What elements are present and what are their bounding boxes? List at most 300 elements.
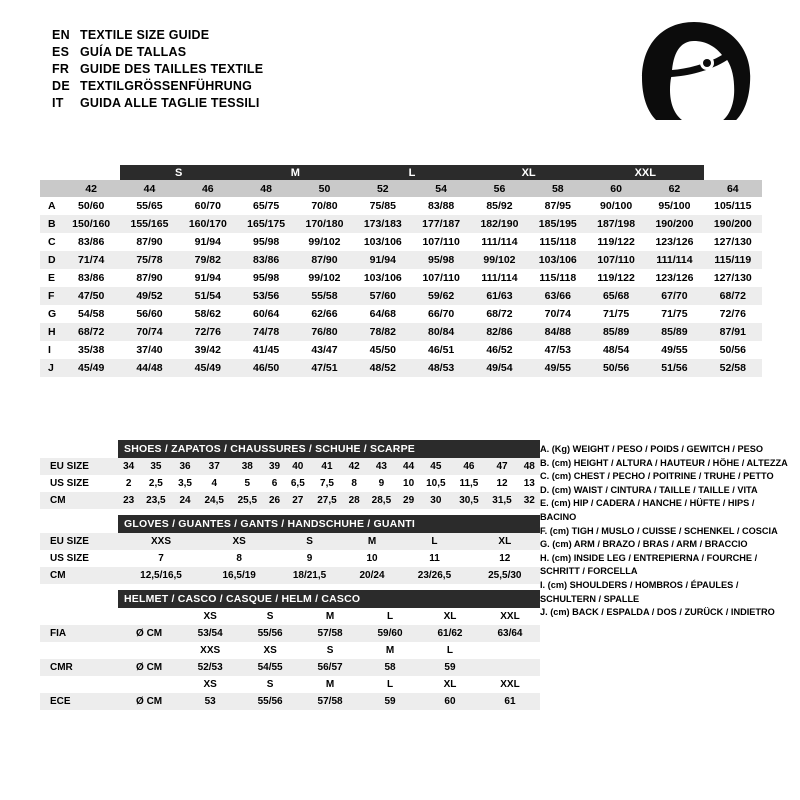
table-cell: 103/106 — [529, 251, 587, 269]
row-label: CM — [40, 567, 118, 584]
table-row — [40, 625, 540, 642]
table-cell: 187/198 — [587, 215, 645, 233]
table-cell: 52/53 — [180, 659, 240, 676]
table-cell: 7,5 — [310, 475, 343, 492]
legend-line: J. (cm) BACK / ESPALDA / DOS / ZURÜCK / INDIETRO — [540, 607, 775, 618]
table-cell: 72/76 — [704, 305, 762, 323]
table-cell: 61 — [480, 693, 540, 710]
table-cell: 79/82 — [179, 251, 237, 269]
title-lang-it: IT — [52, 96, 64, 110]
table-cell: 54/58 — [62, 305, 120, 323]
numeric-size-46: 46 — [179, 180, 237, 197]
row-label-E: E — [40, 269, 62, 287]
header-spacer — [704, 165, 762, 180]
table-cell: 99/102 — [470, 251, 528, 269]
table-cell: 59 — [420, 659, 480, 676]
table-cell: 70/74 — [120, 323, 178, 341]
table-row — [40, 550, 540, 567]
table-cell: 66/70 — [412, 305, 470, 323]
title-text-de: TEXTILGRÖSSENFÜHRUNG — [80, 79, 253, 93]
table-cell: 30 — [419, 492, 452, 509]
table-cell: 83/86 — [237, 251, 295, 269]
row-label-B: B — [40, 215, 62, 233]
legend-line: B. (cm) HEIGHT / ALTURA / HAUTEUR / HÖHE / ALTEZZA — [540, 457, 788, 468]
table-cell: 55/65 — [120, 197, 178, 215]
row-label: CM — [40, 492, 118, 509]
table-cell: 12,5/16,5 — [118, 567, 204, 584]
table-cell: 87/91 — [704, 323, 762, 341]
table-row — [40, 533, 540, 550]
row-label-spacer — [40, 676, 118, 693]
table-cell: 99/102 — [295, 269, 353, 287]
table-cell: 59/62 — [412, 287, 470, 305]
table-row — [40, 659, 540, 676]
table-cell: 115/118 — [529, 233, 587, 251]
table-row — [40, 305, 762, 323]
table-cell: 47 — [485, 458, 518, 475]
table-cell: 72/76 — [179, 323, 237, 341]
table-cell: 5 — [231, 475, 264, 492]
table-cell: 95/98 — [237, 233, 295, 251]
row-label: US SIZE — [40, 475, 118, 492]
numeric-size-52: 52 — [354, 180, 412, 197]
table-cell: 10,5 — [419, 475, 452, 492]
legend-line: D. (cm) WAIST / CINTURA / TAILLE / TAILLE / VITA — [540, 484, 758, 495]
numeric-size-48: 48 — [237, 180, 295, 197]
table-cell: 173/183 — [354, 215, 412, 233]
helmet-header-row — [40, 642, 540, 659]
table-cell: 99/102 — [295, 233, 353, 251]
table-cell: 103/106 — [354, 269, 412, 287]
measurement-legend — [540, 443, 790, 620]
table-cell: 111/114 — [645, 251, 703, 269]
row-label-G: G — [40, 305, 62, 323]
table-cell: 39 — [264, 458, 285, 475]
table-cell: 75/78 — [120, 251, 178, 269]
table-cell-empty — [480, 642, 540, 659]
unit-spacer — [118, 608, 180, 625]
legend-line: E. (cm) HIP / CADERA / HANCHE / HÜFTE / HIPS / BACINO — [540, 498, 755, 522]
table-cell: 85/92 — [470, 197, 528, 215]
letter-size-XXL: XXL — [587, 165, 704, 180]
gloves-title-wrap — [40, 515, 540, 533]
row-label: FIA — [40, 625, 118, 642]
table-cell: 49/55 — [645, 341, 703, 359]
table-cell: 53/56 — [237, 287, 295, 305]
table-row — [40, 359, 762, 377]
table-cell: 47/53 — [529, 341, 587, 359]
table-cell: 83/86 — [62, 269, 120, 287]
helmet-size-XL: XL — [420, 676, 480, 693]
table-cell: 41/45 — [237, 341, 295, 359]
table-cell: 29 — [398, 492, 419, 509]
table-cell: 44/48 — [120, 359, 178, 377]
numeric-size-42: 42 — [62, 180, 120, 197]
table-cell: 107/110 — [587, 251, 645, 269]
helmet-size-XXL: XXL — [480, 676, 540, 693]
table-cell: 95/98 — [412, 251, 470, 269]
numeric-size-54: 54 — [412, 180, 470, 197]
helmet-title: HELMET / CASCO / CASQUE / HELM / CASCO — [118, 590, 540, 608]
table-cell: 52/58 — [704, 359, 762, 377]
numeric-size-62: 62 — [645, 180, 703, 197]
table-row — [40, 693, 540, 710]
table-cell: 127/130 — [704, 233, 762, 251]
table-cell: 30,5 — [452, 492, 485, 509]
letter-size-M: M — [237, 165, 354, 180]
table-cell: 55/58 — [295, 287, 353, 305]
row-label: CMR — [40, 659, 118, 676]
helmet-size-M: M — [300, 608, 360, 625]
table-cell: 12 — [485, 475, 518, 492]
table-cell: 68/72 — [704, 287, 762, 305]
helmet-size-XXL: XXL — [480, 608, 540, 625]
table-cell: 49/54 — [470, 359, 528, 377]
table-cell: 41 — [310, 458, 343, 475]
table-cell: 91/94 — [354, 251, 412, 269]
row-label-spacer — [40, 180, 62, 197]
table-cell: 63/66 — [529, 287, 587, 305]
table-cell: 50/56 — [704, 341, 762, 359]
table-cell: 25,5/30 — [470, 567, 540, 584]
legend-line: SCHRITT / FORCELLA — [540, 566, 638, 577]
table-cell: 46/50 — [237, 359, 295, 377]
main-size-table — [40, 165, 762, 377]
table-cell: 53 — [180, 693, 240, 710]
table-cell: 70/74 — [529, 305, 587, 323]
table-cell: 2,5 — [139, 475, 172, 492]
table-cell: 111/114 — [470, 269, 528, 287]
table-row — [40, 492, 540, 509]
table-cell: 34 — [118, 458, 139, 475]
unit-cell: Ø CM — [118, 659, 180, 676]
table-cell: 71/75 — [645, 305, 703, 323]
table-cell: 57/58 — [300, 625, 360, 642]
row-label-D: D — [40, 251, 62, 269]
table-cell: 57/58 — [300, 693, 360, 710]
table-cell: 23,5 — [139, 492, 172, 509]
legend-line: A. (Kg) WEIGHT / PESO / POIDS / GEWITCH / PESO — [540, 444, 764, 454]
numeric-size-64: 64 — [704, 180, 762, 197]
table-cell: 43/47 — [295, 341, 353, 359]
helmet-size-XS: XS — [180, 676, 240, 693]
helmet-icon — [636, 20, 752, 130]
table-cell: 27,5 — [310, 492, 343, 509]
title-lang-en: EN — [52, 28, 70, 42]
table-cell: 150/160 — [62, 215, 120, 233]
table-cell: 46/52 — [470, 341, 528, 359]
numeric-size-56: 56 — [470, 180, 528, 197]
table-cell: 48/54 — [587, 341, 645, 359]
table-cell: 2 — [118, 475, 139, 492]
table-cell: 65/75 — [237, 197, 295, 215]
table-cell: 170/180 — [295, 215, 353, 233]
row-label: EU SIZE — [40, 458, 118, 475]
title-lang-fr: FR — [52, 62, 70, 76]
helmet-size-XL: XL — [420, 608, 480, 625]
title-row — [52, 96, 263, 113]
title-block — [52, 28, 263, 113]
legend-line: SCHULTERN / SPALLE — [540, 593, 640, 604]
title-row — [52, 62, 263, 79]
table-cell: 95/98 — [237, 269, 295, 287]
unit-cell: Ø CM — [118, 693, 180, 710]
lower-tables — [40, 440, 540, 710]
table-cell: 107/110 — [412, 269, 470, 287]
helmet-size-XS: XS — [180, 608, 240, 625]
table-cell: 56/60 — [120, 305, 178, 323]
table-cell: 27 — [285, 492, 310, 509]
unit-spacer — [118, 676, 180, 693]
table-cell: 43 — [365, 458, 398, 475]
table-cell: S — [274, 533, 344, 550]
legend-line: G. (cm) ARM / BRAZO / BRAS / ARM / BRACCIO — [540, 539, 748, 550]
table-cell: 57/60 — [354, 287, 412, 305]
table-cell: 46/51 — [412, 341, 470, 359]
table-cell: 78/82 — [354, 323, 412, 341]
table-cell: 10 — [345, 550, 400, 567]
table-cell: 37/40 — [120, 341, 178, 359]
table-cell: 55/56 — [240, 625, 300, 642]
legend-line: I. (cm) SHOULDERS / HOMBROS / ÉPAULES / — [540, 579, 739, 590]
table-cell: 8 — [204, 550, 274, 567]
gloves-title: GLOVES / GUANTES / GANTS / HANDSCHUHE / GUANTI — [118, 515, 540, 533]
table-cell: 42 — [344, 458, 365, 475]
table-row — [40, 567, 540, 584]
table-cell: 50/56 — [587, 359, 645, 377]
table-cell: 18/21,5 — [274, 567, 344, 584]
table-cell: 68/72 — [470, 305, 528, 323]
table-cell: 24,5 — [198, 492, 231, 509]
helmet-size-L: L — [420, 642, 480, 659]
table-cell: 103/106 — [354, 233, 412, 251]
row-label-J: J — [40, 359, 62, 377]
table-cell: 84/88 — [529, 323, 587, 341]
table-cell: 60 — [420, 693, 480, 710]
table-cell: 23 — [118, 492, 139, 509]
helmet-size-M: M — [300, 676, 360, 693]
table-row — [40, 458, 540, 475]
table-cell: 127/130 — [704, 269, 762, 287]
header-spacer — [62, 165, 120, 180]
table-cell: 76/80 — [295, 323, 353, 341]
row-label-F: F — [40, 287, 62, 305]
header-spacer — [40, 165, 62, 180]
table-cell: 35/38 — [62, 341, 120, 359]
title-text-es: GUÍA DE TALLAS — [80, 45, 187, 59]
helmet-size-S: S — [240, 608, 300, 625]
table-cell: 87/90 — [295, 251, 353, 269]
letter-size-L: L — [354, 165, 471, 180]
table-cell: 47/51 — [295, 359, 353, 377]
table-cell: 25,5 — [231, 492, 264, 509]
table-cell: 71/75 — [587, 305, 645, 323]
table-cell: 123/126 — [645, 233, 703, 251]
table-cell: 12 — [470, 550, 540, 567]
table-cell: 35 — [139, 458, 172, 475]
helmet-title-wrap — [40, 590, 540, 608]
table-cell: 49/55 — [529, 359, 587, 377]
table-cell: 160/170 — [179, 215, 237, 233]
table-cell: 8 — [344, 475, 365, 492]
helmet-size-S: S — [240, 676, 300, 693]
title-row — [52, 79, 263, 96]
table-row — [40, 233, 762, 251]
row-label: EU SIZE — [40, 533, 118, 550]
row-label: US SIZE — [40, 550, 118, 567]
table-cell: 83/88 — [412, 197, 470, 215]
table-cell: M — [345, 533, 400, 550]
table-cell: 68/72 — [62, 323, 120, 341]
numeric-size-header-row — [40, 180, 762, 197]
table-cell: 60/70 — [179, 197, 237, 215]
table-cell: 87/90 — [120, 269, 178, 287]
unit-cell: Ø CM — [118, 625, 180, 642]
table-cell: 111/114 — [470, 233, 528, 251]
helmet-size-XS: XS — [240, 642, 300, 659]
table-cell: 95/100 — [645, 197, 703, 215]
helmet-header-row — [40, 608, 540, 625]
table-cell: 74/78 — [237, 323, 295, 341]
row-label-C: C — [40, 233, 62, 251]
table-cell: 51/54 — [179, 287, 237, 305]
table-cell: XL — [470, 533, 540, 550]
table-cell: 37 — [198, 458, 231, 475]
row-label-spacer — [40, 608, 118, 625]
helmet-size-XXS: XXS — [180, 642, 240, 659]
table-cell: 190/200 — [645, 215, 703, 233]
table-cell: 190/200 — [704, 215, 762, 233]
table-cell: 119/122 — [587, 233, 645, 251]
table-cell: 115/118 — [529, 269, 587, 287]
table-cell: 61/63 — [470, 287, 528, 305]
table-cell: 67/70 — [645, 287, 703, 305]
letter-size-header-row — [40, 165, 762, 180]
table-cell: 71/74 — [62, 251, 120, 269]
table-row — [40, 251, 762, 269]
table-cell: 90/100 — [587, 197, 645, 215]
table-cell: 44 — [398, 458, 419, 475]
table-cell: 28,5 — [365, 492, 398, 509]
legend-line: F. (cm) TIGH / MUSLO / CUISSE / SCHENKEL / COSCIA — [540, 525, 778, 536]
table-cell: 20/24 — [345, 567, 400, 584]
table-cell: 48 — [519, 458, 540, 475]
table-cell: 105/115 — [704, 197, 762, 215]
table-cell: 45/49 — [62, 359, 120, 377]
table-cell: 53/54 — [180, 625, 240, 642]
table-cell: 82/86 — [470, 323, 528, 341]
table-cell: 59/60 — [360, 625, 420, 642]
table-row — [40, 341, 762, 359]
title-text-it: GUIDA ALLE TAGLIE TESSILI — [80, 96, 260, 110]
table-cell: 62/66 — [295, 305, 353, 323]
table-cell: 85/89 — [587, 323, 645, 341]
table-cell: 119/122 — [587, 269, 645, 287]
table-cell: 61/62 — [420, 625, 480, 642]
table-cell: 107/110 — [412, 233, 470, 251]
table-cell: 47/50 — [62, 287, 120, 305]
table-cell: 55/56 — [240, 693, 300, 710]
shoes-title: SHOES / ZAPATOS / CHAUSSURES / SCHUHE / SCARPE — [118, 440, 540, 458]
row-label-H: H — [40, 323, 62, 341]
helmet-size-L: L — [360, 676, 420, 693]
row-label-I: I — [40, 341, 62, 359]
letter-size-S: S — [120, 165, 237, 180]
table-cell: 7 — [118, 550, 204, 567]
table-cell: 115/119 — [704, 251, 762, 269]
title-lang-de: DE — [52, 79, 70, 93]
title-lang-es: ES — [52, 45, 70, 59]
table-cell: 87/95 — [529, 197, 587, 215]
table-row — [40, 215, 762, 233]
table-cell: 70/80 — [295, 197, 353, 215]
table-cell: L — [399, 533, 469, 550]
letter-size-XL: XL — [470, 165, 587, 180]
table-cell: 13 — [519, 475, 540, 492]
row-label: ECE — [40, 693, 118, 710]
legend-line: C. (cm) CHEST / PECHO / POITRINE / TRUHE / PETTO — [540, 471, 774, 482]
table-cell: 63/64 — [480, 625, 540, 642]
table-cell: 36 — [172, 458, 197, 475]
table-cell: 9 — [274, 550, 344, 567]
table-row — [40, 475, 540, 492]
table-cell: 26 — [264, 492, 285, 509]
table-cell: 91/94 — [179, 269, 237, 287]
table-cell: 91/94 — [179, 233, 237, 251]
table-cell: 51/56 — [645, 359, 703, 377]
table-cell: 165/175 — [237, 215, 295, 233]
table-cell: XXS — [118, 533, 204, 550]
shoes-title-wrap — [40, 440, 540, 458]
table-row — [40, 197, 762, 215]
helmet-size-S: S — [300, 642, 360, 659]
numeric-size-50: 50 — [295, 180, 353, 197]
numeric-size-58: 58 — [529, 180, 587, 197]
table-cell: 185/195 — [529, 215, 587, 233]
table-row — [40, 269, 762, 287]
helmet-table — [40, 608, 540, 710]
table-cell: XS — [204, 533, 274, 550]
table-row — [40, 323, 762, 341]
title-row — [52, 28, 263, 45]
table-cell: 11 — [399, 550, 469, 567]
title-text-fr: GUIDE DES TAILLES TEXTILE — [80, 62, 264, 76]
title-text-en: TEXTILE SIZE GUIDE — [80, 28, 210, 42]
table-cell: 80/84 — [412, 323, 470, 341]
table-cell: 38 — [231, 458, 264, 475]
gloves-table — [40, 533, 540, 584]
helmet-size-M: M — [360, 642, 420, 659]
numeric-size-60: 60 — [587, 180, 645, 197]
legend-line: H. (cm) INSIDE LEG / ENTREPIERNA / FOURCHE / — [540, 552, 758, 563]
table-cell: 40 — [285, 458, 310, 475]
table-cell: 54/55 — [240, 659, 300, 676]
table-cell: 50/60 — [62, 197, 120, 215]
table-cell: 46 — [452, 458, 485, 475]
table-cell: 64/68 — [354, 305, 412, 323]
table-cell: 16,5/19 — [204, 567, 274, 584]
table-cell: 60/64 — [237, 305, 295, 323]
table-cell: 11,5 — [452, 475, 485, 492]
shoes-table — [40, 458, 540, 509]
table-cell: 45/50 — [354, 341, 412, 359]
helmet-header-row — [40, 676, 540, 693]
table-cell: 155/165 — [120, 215, 178, 233]
table-cell: 45/49 — [179, 359, 237, 377]
table-cell: 75/85 — [354, 197, 412, 215]
table-cell: 28 — [344, 492, 365, 509]
table-cell: 83/86 — [62, 233, 120, 251]
